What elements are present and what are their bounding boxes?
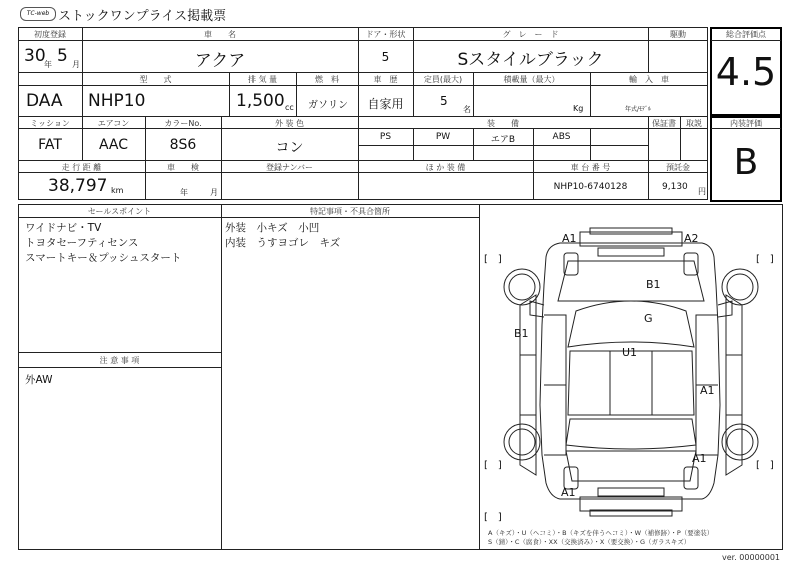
version-label: ver. 00000001 (722, 553, 781, 562)
legend-line: A（キズ）・U（ヘコミ）・B（キズを伴うヘコミ）・W（補修跡）・P（要塗装） (488, 529, 714, 537)
equip-item: PS (379, 132, 392, 142)
label-car-name: 車 名 (204, 30, 236, 39)
label-plate: 登録ナンバー (265, 163, 314, 172)
label-capacity: 定員(最大) (423, 75, 463, 84)
label-inspection: 車 検 (167, 163, 199, 172)
month-unit: 月 (72, 60, 80, 69)
label-displacement: 排 気 量 (247, 75, 278, 84)
mark-rear: A1 (561, 486, 576, 499)
label-grade: グ レ ー ド (502, 30, 559, 39)
label-aircon: エアコン (97, 119, 130, 128)
label-history: 車 歴 (373, 75, 398, 84)
label-sales-points: セールスポイント (87, 207, 152, 216)
grade-value: Sスタイルブラック (457, 50, 604, 70)
notes-list (225, 221, 340, 251)
label-fuel: 燃 料 (315, 75, 339, 84)
label-mileage: 走 行 距 離 (61, 163, 102, 172)
list-item: 外AW (25, 374, 53, 386)
load-unit: Kg (573, 104, 584, 113)
mileage-unit: km (111, 186, 124, 195)
history-value: 自家用 (367, 97, 404, 111)
aircon-value: AAC (98, 137, 129, 153)
doors-value: 5 (381, 50, 390, 64)
list-item: ワイドナビ・TV (25, 222, 102, 234)
mission-value: FAT (38, 137, 62, 153)
capacity-value: 5 (440, 94, 448, 108)
displacement-unit: cc (285, 103, 294, 112)
first-reg-year: 30 (24, 46, 46, 66)
sales-points-list (25, 221, 181, 266)
first-reg-month: 5 (57, 46, 68, 66)
price-unit: 円 (698, 187, 706, 196)
legend-line: S（錆）・C（腐食）・XX（交換済み）・X（要交換）・G（ガラスキズ） (488, 538, 691, 546)
label-notes: 特記事項・不具合箇所 (310, 207, 390, 216)
inspection-year-unit: 年 (180, 188, 188, 197)
mark-roof: U1 (622, 346, 638, 359)
equip-item: エアB (490, 135, 516, 145)
year-unit: 年 (44, 60, 52, 69)
equip-item: ABS (552, 132, 571, 142)
label-equipment: 装 備 (487, 119, 519, 128)
tire-bracket: [ ] (484, 460, 502, 471)
fuel-value: ガソリン (308, 100, 348, 111)
label-manual: 取説 (686, 119, 702, 128)
caution-list (25, 373, 53, 388)
mark-bonnet: B1 (646, 278, 661, 291)
mileage-value: 38,797 (48, 176, 108, 196)
label-mission: ミッション (30, 119, 70, 128)
mark-left-side: B1 (514, 327, 529, 340)
exterior-color-value: コン (275, 140, 304, 156)
label-exterior-color: 外 装 色 (274, 119, 305, 128)
displacement-value: 1,500 (236, 91, 285, 111)
label-overall: 総合評価点 (726, 30, 766, 39)
mark-front-left: A1 (562, 232, 577, 245)
label-caution: 注 意 事 項 (99, 356, 140, 365)
list-item: スマートキー＆プッシュスタート (25, 252, 182, 264)
list-item: 内装 うすヨゴレ キズ (225, 237, 341, 249)
label-price: 預託金 (666, 163, 690, 172)
label-chassis: 車 台 番 号 (570, 163, 611, 172)
chassis-value: NHP10-6740128 (553, 182, 628, 192)
tire-bracket: [ ] (756, 254, 774, 265)
equip-item: PW (435, 132, 451, 142)
label-model: 型 式 (139, 75, 172, 84)
label-other-equip: ほ か 装 備 (425, 163, 466, 172)
model-prefix: DAA (26, 91, 63, 111)
label-door-shape: ドア・形状 (365, 30, 406, 39)
mark-glass: G (644, 312, 653, 325)
car-name-value: アクア (194, 51, 246, 71)
mark-front-right: A2 (684, 232, 699, 245)
tire-bracket: [ ] (484, 254, 502, 265)
damage-legend (488, 529, 713, 547)
document-title: ストックワンプライス掲載票 (58, 9, 227, 24)
logo: TC-web (20, 7, 56, 21)
label-warranty: 保証書 (652, 119, 676, 128)
interior-score: B (733, 142, 759, 183)
model-value: NHP10 (88, 91, 146, 111)
tire-bracket: [ ] (756, 460, 774, 471)
label-load: 積載量（最大） (503, 75, 560, 84)
mark-right-rear: A1 (692, 452, 707, 465)
label-first-reg: 初度登録 (34, 30, 66, 39)
color-no-value: 8S6 (169, 137, 197, 153)
label-interior: 内装評価 (730, 119, 762, 128)
list-item: トヨタセーフティセンス (25, 237, 139, 249)
label-import: 輸 入 車 (629, 75, 669, 84)
car-diagram (480, 205, 782, 549)
tire-bracket: [ ] (484, 512, 502, 523)
mark-right-door: A1 (700, 384, 715, 397)
label-color-no: カラーNo. (164, 119, 202, 128)
list-item: 外装 小キズ 小凹 (225, 222, 320, 234)
capacity-unit: 名 (463, 105, 471, 114)
label-drive: 駆動 (670, 30, 686, 39)
inspection-month-unit: 月 (210, 188, 218, 197)
price-value: 9,130 (662, 182, 688, 192)
import-note: 年式/ﾓﾃﾞﾙ (625, 106, 652, 113)
overall-score: 4.5 (715, 50, 777, 94)
